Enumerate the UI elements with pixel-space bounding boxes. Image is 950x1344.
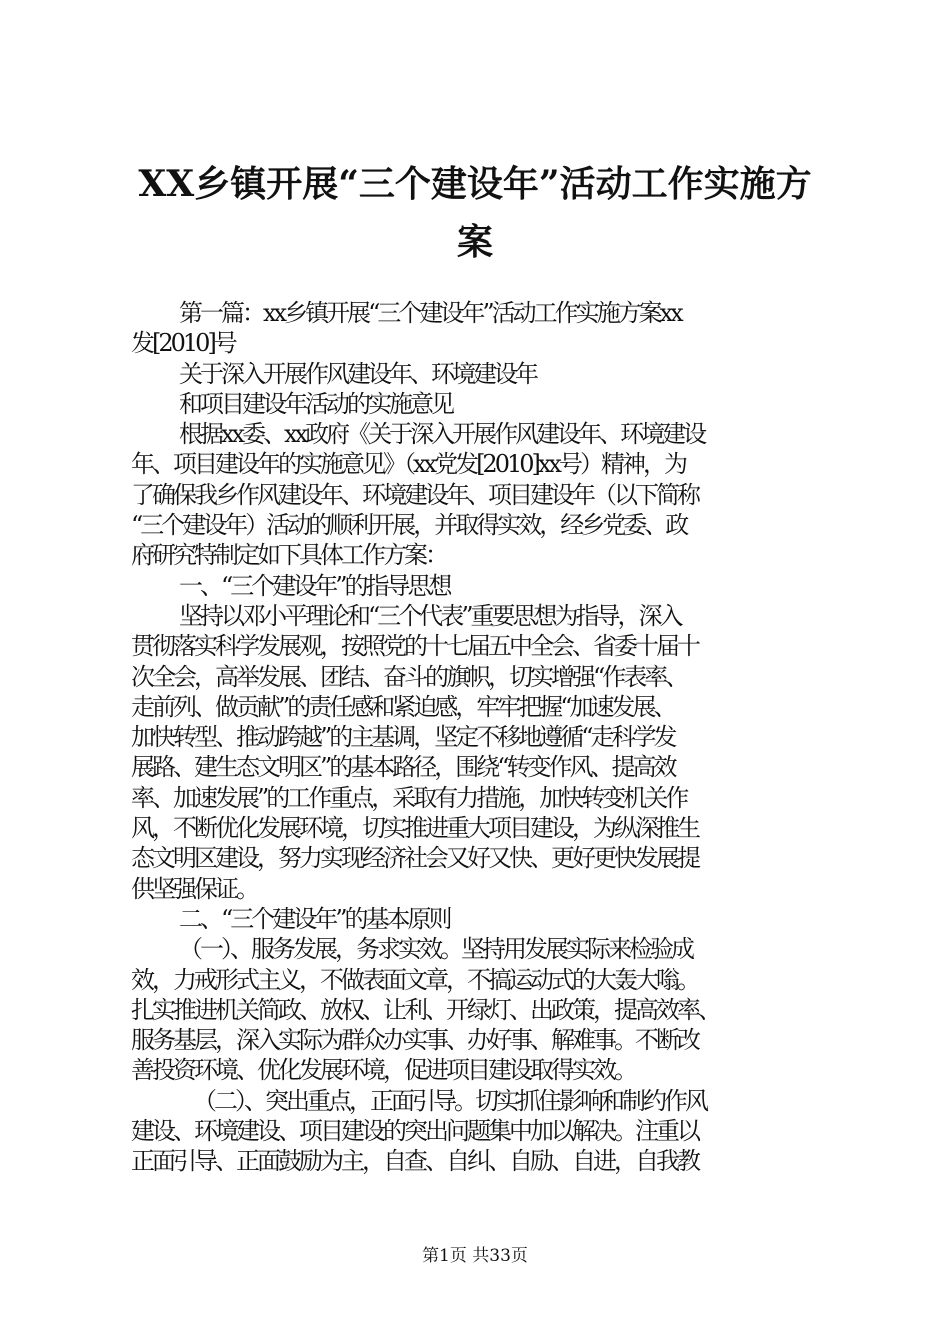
body-line: “三个建设年）活动的顺利开展，并取得实效，经乡党委、政 [131, 511, 687, 540]
body-line: （二）、突出重点，正面引导。切实抓住影响和制约作风 [193, 1086, 706, 1115]
body-line: 善投资环境、优化发展环境，促进项目建设取得实效。 [131, 1056, 635, 1085]
body-line: 府研究特制定如下具体工作方案： [131, 541, 446, 570]
body-line: 服务基层，深入实际为群众办实事、办好事、解难事。不断改 [131, 1026, 698, 1055]
body-line: 了确保我乡作风建设年、环境建设年、项目建设年（以下简称 [131, 480, 698, 509]
body-line: 和项目建设年活动的实施意见 [179, 389, 452, 418]
body-line: 发[2010]号 [131, 329, 235, 358]
document-body [131, 298, 851, 1177]
body-line: 效，力戒形式主义，不做表面文章，不搞运动式的大轰大嗡。 [131, 965, 698, 994]
body-line: 正面引导、正面鼓励为主，自查、自纠、自励、自进，自我教 [131, 1147, 698, 1176]
section-heading: 一、“三个建设年”的指导思想 [179, 571, 450, 600]
body-line: 供坚强保证。 [131, 874, 257, 903]
body-line: 贯彻落实科学发展观，按照党的十七届五中全会、省委十届十 [131, 632, 698, 661]
body-line: 态文明区建设，努力实现经济社会又好又快、更好更快发展提 [131, 844, 698, 873]
body-line: 坚持以邓小平理论和“三个代表”重要思想为指导，深入 [179, 601, 681, 630]
body-line: 根据xx委、xx政府《关于深入开展作风建设年、环境建设 [179, 420, 705, 449]
body-line: 走前列、做贡献”的责任感和紧迫感，牢牢把握“加速发展、 [131, 692, 675, 721]
body-line: 加快转型、推动跨越”的主基调，坚定不移地遵循“走科学发 [131, 723, 675, 752]
body-line: （一）、服务发展，务求实效。坚持用发展实际来检验成 [179, 935, 692, 964]
body-line: 年、项目建设年的实施意见》（xx党发[2010]xx号）精神，为 [131, 450, 685, 479]
page-footer: 第1页 共33页 [422, 1246, 528, 1266]
body-line: 率、加速发展”的工作重点，采取有力措施，加快转变机关作 [131, 783, 687, 812]
body-line: 扎实推进机关简政、放权、让利、开绿灯、出政策，提高效率、 [131, 995, 719, 1024]
document-title-line-2: 案 [456, 221, 493, 263]
body-line: 次全会，高举发展、团结、奋斗的旗帜，切实增强“作表率、 [131, 662, 687, 691]
body-line: 关于深入开展作风建设年、环境建设年 [179, 359, 536, 388]
section-heading: 二、“三个建设年”的基本原则 [179, 904, 450, 933]
body-line: 第一篇：xx乡镇开展“三个建设年”活动工作实施方案xx [179, 299, 681, 327]
body-line: 展路、建生态文明区”的基本路径，围绕“转变作风、提高效 [131, 753, 675, 782]
body-line: 建设、环境建设、项目建设的突出问题集中加以解决。注重以 [131, 1117, 698, 1146]
body-line: 风，不断优化发展环境，切实推进重大项目建设，为纵深推生 [131, 814, 698, 843]
document-title-line-1: XX乡镇开展“三个建设年”活动工作实施方 [138, 163, 812, 205]
